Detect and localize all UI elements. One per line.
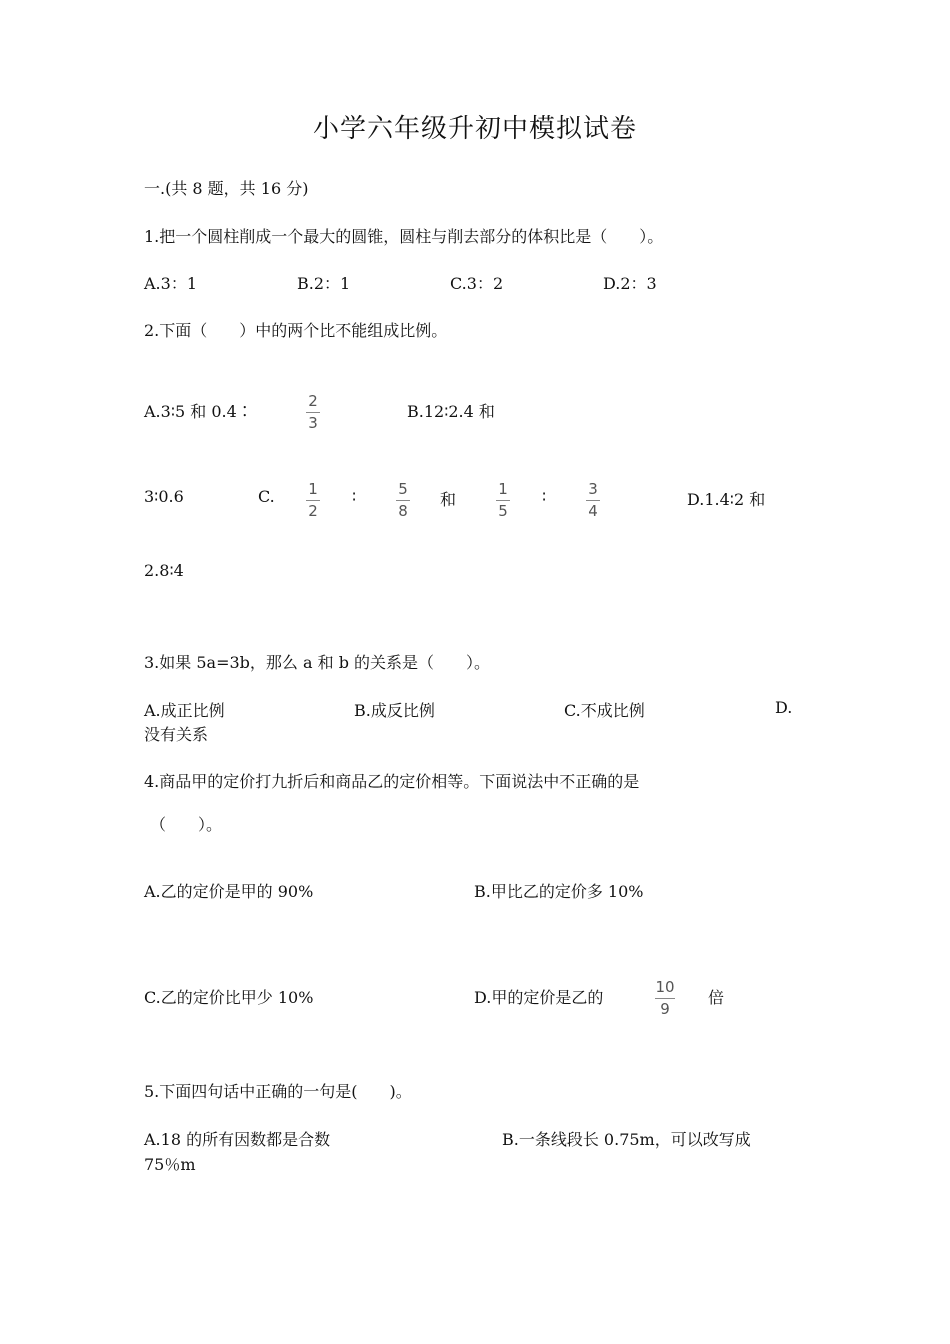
- question-1-stem: 1.把一个圆柱削成一个最大的圆锥，圆柱与削去部分的体积比是（ ）。: [144, 227, 664, 246]
- question-5-stem: 5.下面四句话中正确的一句是( )。: [144, 1082, 412, 1101]
- q2-option-b-continued: 3∶0.6: [144, 487, 184, 506]
- page-title: 小学六年级升初中模拟试卷: [312, 114, 637, 144]
- and-text: 和: [440, 490, 457, 509]
- fraction-three-quarters: [586, 481, 600, 520]
- denominator: 4: [588, 502, 598, 520]
- question-2-stem: 2.下面（ ）中的两个比不能组成比例。: [144, 321, 448, 340]
- q4-option-b[interactable]: B.甲比乙的定价多 10%: [474, 882, 644, 901]
- fraction-bar: [496, 500, 510, 501]
- fraction-bar: [655, 998, 675, 999]
- q4-option-a[interactable]: A.乙的定价是甲的 90%: [144, 882, 314, 901]
- numerator: 2: [308, 392, 318, 410]
- q2-option-d-continued: 2.8∶4: [144, 561, 184, 580]
- q1-option-c[interactable]: C.3：2: [450, 274, 504, 293]
- q4-option-d-suffix: 倍: [708, 988, 725, 1007]
- fraction-bar: [396, 500, 410, 501]
- denominator: 8: [398, 502, 408, 520]
- q5-option-b-continued: 75％m: [144, 1155, 196, 1174]
- fraction-ten-ninths: [655, 979, 675, 1018]
- q1-option-a[interactable]: A.3：1: [144, 274, 198, 293]
- fraction-one-half: [306, 481, 320, 520]
- q5-option-a[interactable]: A.18 的所有因数都是合数: [144, 1130, 331, 1149]
- q3-option-c[interactable]: C.不成比例: [564, 701, 645, 720]
- ratio-colon: ∶: [542, 487, 547, 506]
- numerator: 1: [498, 480, 508, 498]
- q2-option-a[interactable]: A.3∶5 和 0.4∶: [144, 402, 253, 421]
- q3-option-a[interactable]: A.成正比例: [144, 701, 225, 720]
- q4-option-c[interactable]: C.乙的定价比甲少 10%: [144, 988, 314, 1007]
- denominator: 9: [660, 1000, 670, 1018]
- fraction-bar: [306, 412, 320, 413]
- q2-option-d[interactable]: D.1.4∶2 和: [687, 490, 766, 509]
- q3-option-d[interactable]: D.: [775, 698, 793, 717]
- question-3-stem: 3.如果 5a=3b，那么 a 和 b 的关系是（ ）。: [144, 653, 491, 672]
- numerator: 1: [308, 480, 318, 498]
- denominator: 5: [498, 502, 508, 520]
- numerator: 3: [588, 480, 598, 498]
- numerator: 10: [655, 978, 675, 996]
- ratio-colon: ∶: [352, 487, 357, 506]
- fraction-bar: [306, 500, 320, 501]
- fraction-five-eighths: [396, 481, 410, 520]
- q4-option-d[interactable]: D.甲的定价是乙的: [474, 988, 604, 1007]
- question-4-stem-continued: （ ）。: [150, 815, 223, 834]
- question-4-stem: 4.商品甲的定价打九折后和商品乙的定价相等。下面说法中不正确的是: [144, 772, 640, 791]
- q2-option-b[interactable]: B.12∶2.4 和: [407, 402, 495, 421]
- q3-option-b[interactable]: B.成反比例: [354, 701, 435, 720]
- fraction-bar: [586, 500, 600, 501]
- section-header: 一.(共 8 题，共 16 分): [144, 179, 309, 198]
- numerator: 5: [398, 480, 408, 498]
- fraction-two-thirds: [306, 393, 320, 432]
- q1-option-b[interactable]: B.2：1: [297, 274, 351, 293]
- q3-option-d-continued: 没有关系: [144, 725, 209, 744]
- q1-option-d[interactable]: D.2：3: [603, 274, 657, 293]
- q2-option-c[interactable]: C.: [258, 487, 275, 506]
- denominator: 3: [308, 414, 318, 432]
- fraction-one-fifth: [496, 481, 510, 520]
- denominator: 2: [308, 502, 318, 520]
- q5-option-b[interactable]: B.一条线段长 0.75m，可以改写成: [502, 1130, 751, 1149]
